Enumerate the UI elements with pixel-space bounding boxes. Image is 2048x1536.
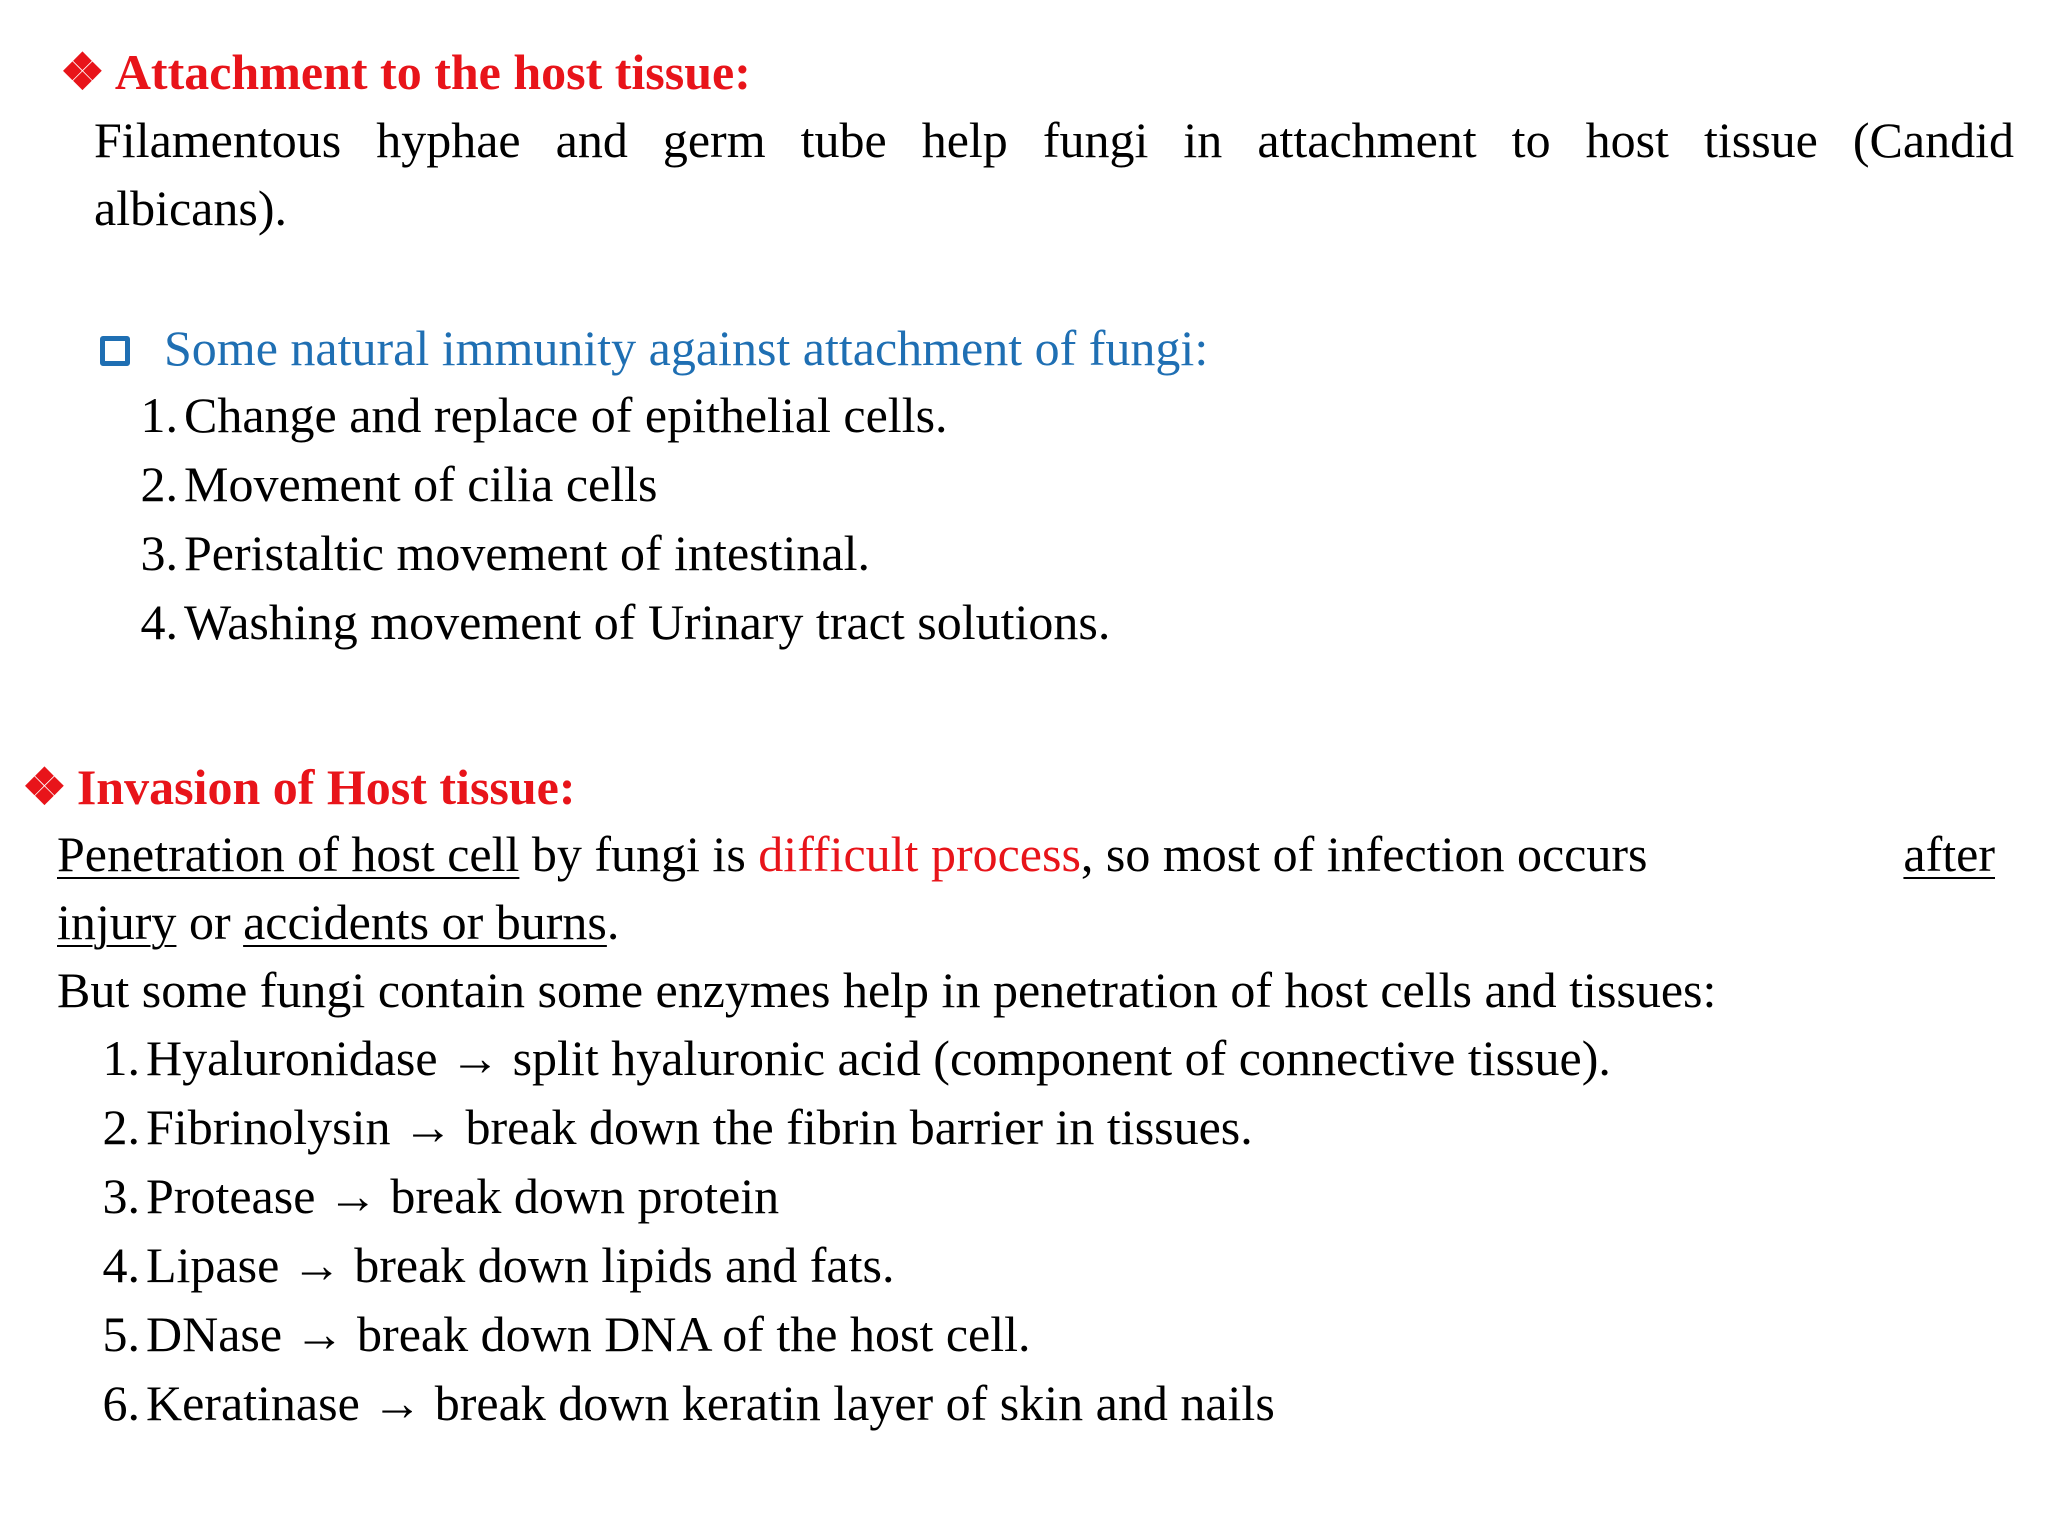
list-item (60, 1231, 894, 1299)
para-word: and (555, 112, 628, 168)
underlined-phrase: accidents or burns (243, 894, 607, 950)
list-item-number: 2. (102, 1099, 140, 1155)
list-item-number: 4. (140, 594, 178, 650)
section-attachment-heading (60, 42, 751, 102)
list-item-number: 4. (102, 1237, 140, 1293)
list-item-number: 1. (102, 1030, 140, 1086)
list-item (60, 1369, 1275, 1437)
invasion-paragraph-line-2: injury or accidents or burns. (57, 894, 620, 950)
para-word: attachment (1257, 112, 1477, 168)
invasion-paragraph-line-1 (57, 820, 1995, 888)
list-item-text: Peristaltic movement of intestinal. (184, 525, 870, 581)
invasion-paragraph-enzymes-intro: But some fungi contain some enzymes help in penetration of host cells and tissues: (57, 962, 1717, 1018)
para-word: (Candid (1852, 112, 2014, 168)
subheading-text: Some natural immunity against attachment of fungi: (164, 320, 1209, 376)
diamond-bullet-icon: ❖ (60, 44, 105, 100)
list-item-number: 6. (102, 1375, 140, 1431)
list-item-text: Fibrinolysin → break down the fibrin barrier in tissues. (146, 1099, 1253, 1155)
list-item (98, 450, 657, 518)
checkbox-square-icon (100, 336, 130, 366)
list-item-number: 3. (140, 525, 178, 581)
list-item-text: Hyaluronidase → split hyaluronic acid (component of connective tissue). (146, 1030, 1611, 1086)
para-word: host (1585, 112, 1669, 168)
attachment-paragraph-line-1 (94, 106, 2014, 174)
list-item-number: 2. (140, 456, 178, 512)
para-word: tube (800, 112, 887, 168)
natural-immunity-subheading (100, 318, 1208, 378)
para-word: hyphae (376, 112, 521, 168)
heading-text: Invasion of Host tissue: (76, 759, 576, 815)
list-item-number: 1. (140, 387, 178, 443)
para-word: Filamentous (94, 112, 342, 168)
para-word: fungi (1042, 112, 1149, 168)
list-item (60, 1162, 779, 1230)
underlined-phrase: Penetration of host cell (57, 826, 520, 882)
diamond-bullet-icon: ❖ (22, 759, 67, 815)
list-item (60, 1024, 1611, 1092)
para-word: tissue (1703, 112, 1818, 168)
list-item-text: Change and replace of epithelial cells. (184, 387, 948, 443)
underlined-phrase: after (1903, 826, 1995, 882)
list-item (60, 1300, 1031, 1368)
list-item-text: Protease → break down protein (146, 1168, 780, 1224)
list-item-text: DNase → break down DNA of the host cell. (146, 1306, 1031, 1362)
list-item-text: Washing movement of Urinary tract solutions. (184, 594, 1111, 650)
list-item-number: 5. (102, 1306, 140, 1362)
list-item (98, 381, 948, 449)
attachment-paragraph-line-2: albicans). (94, 180, 287, 236)
section-invasion-heading (22, 757, 576, 817)
underlined-phrase: injury (57, 894, 177, 950)
list-item-text: Keratinase → break down keratin layer of skin and nails (146, 1375, 1275, 1431)
list-item (98, 519, 870, 587)
list-item (98, 588, 1110, 656)
list-item-text: Movement of cilia cells (184, 456, 658, 512)
list-item-text: Lipase → break down lipids and fats. (146, 1237, 895, 1293)
list-item-number: 3. (102, 1168, 140, 1224)
heading-text: Attachment to the host tissue: (114, 44, 751, 100)
para-word: in (1183, 112, 1223, 168)
para-word: to (1511, 112, 1551, 168)
para-fragment: Penetration of host cell by fungi is difficult process, so most of infection occurs (57, 826, 1648, 882)
para-word: help (921, 112, 1008, 168)
list-item (60, 1093, 1253, 1161)
para-word: germ (662, 112, 766, 168)
highlighted-phrase: difficult process (758, 826, 1081, 882)
